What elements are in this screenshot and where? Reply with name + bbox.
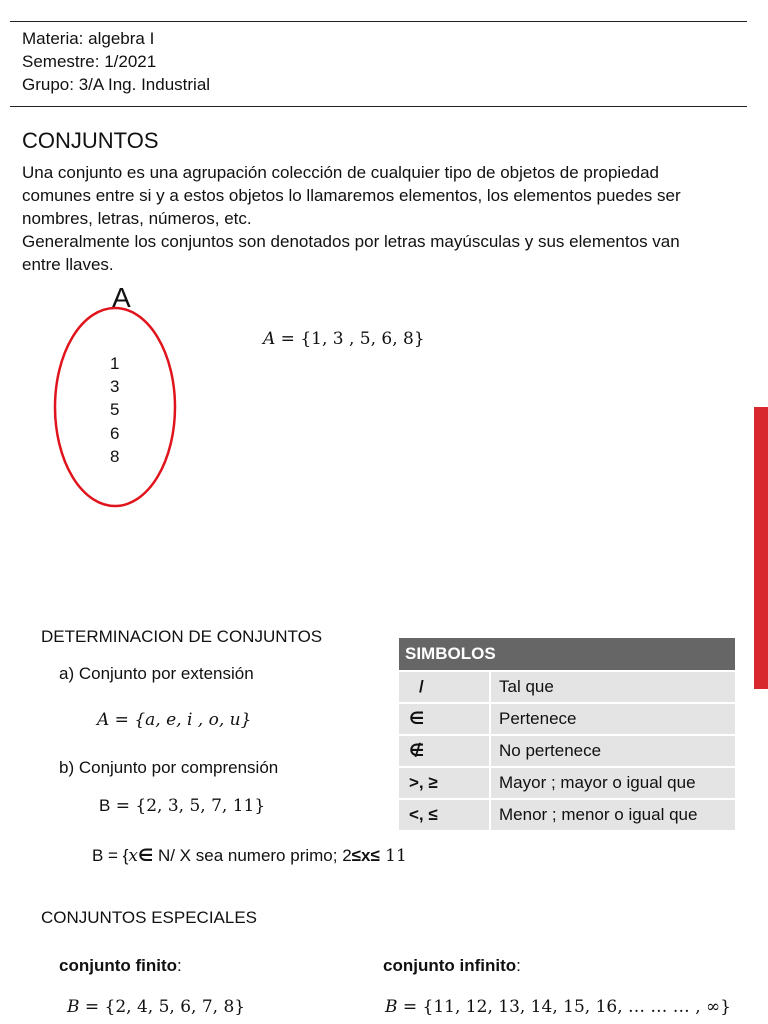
table-row: [399, 798, 735, 830]
venn-element: 1: [110, 354, 120, 373]
meaning-cell: Pertenece: [489, 702, 735, 734]
subject-line: Materia: algebra I: [22, 29, 155, 48]
group-line: Grupo: 3/A Ing. Industrial: [22, 75, 211, 94]
item-extension: a) Conjunto por extensión: [59, 664, 254, 683]
item-comprension: b) Conjunto por comprensión: [59, 758, 279, 777]
set-value: {1, 3 , 5, 6, 8}: [300, 329, 425, 349]
finito-colon: :: [177, 956, 182, 975]
infinito-colon: :: [516, 956, 521, 975]
infinito-heading: [383, 956, 521, 976]
paragraph-notation: Generalmente los conjuntos son denotados por letras mayúsculas y sus elementos van entre llaves.: [22, 232, 680, 274]
top-divider: [10, 21, 747, 22]
infinito-value: = {11, 12, 13, 14, 15, 16, … … … , ∞}: [397, 997, 732, 1017]
venn-element: 8: [110, 447, 120, 466]
table-row: [399, 766, 735, 798]
example-b2-cond: ≤x≤: [351, 846, 380, 865]
example-b2-text: N/ X sea numero primo; 2: [153, 846, 352, 865]
infinito-name: B: [385, 997, 398, 1017]
example-b1-value: = {2, 3, 5, 7, 11}: [110, 796, 266, 816]
infinito-example: [385, 997, 731, 1017]
finito-example: [67, 997, 245, 1017]
set-name: A: [263, 329, 276, 349]
symbol-cell: /: [399, 670, 489, 702]
symbol-cell: >, ≥: [399, 766, 489, 798]
venn-element: 5: [110, 400, 120, 419]
table-row: [399, 734, 735, 766]
example-b2-end: 11: [379, 846, 407, 866]
header-divider: [10, 106, 747, 107]
meaning-cell: Tal que: [489, 670, 735, 702]
example-comprension-1: [99, 796, 265, 816]
infinito-label: conjunto infinito: [383, 956, 517, 975]
example-b2-in: ∈: [137, 846, 154, 865]
example-b2-prefix: B = {: [92, 846, 129, 865]
example-b1-name: B: [99, 796, 111, 815]
symbol-cell: ∈: [399, 702, 489, 734]
table-row: [399, 670, 735, 702]
accent-bar: [754, 407, 768, 689]
set-notation: [263, 329, 425, 349]
table-row: [399, 702, 735, 734]
example-extension: [97, 710, 251, 730]
venn-set-label: A: [112, 282, 131, 313]
meaning-cell: Mayor ; mayor o igual que: [489, 766, 735, 798]
example-b2-x: x: [128, 846, 138, 866]
finito-name: B: [67, 997, 80, 1017]
especiales-title: CONJUNTOS ESPECIALES: [41, 908, 258, 927]
meaning-cell: Menor ; menor o igual que: [489, 798, 735, 830]
symbols-table: [399, 638, 735, 830]
symbol-cell: ∉: [399, 734, 489, 766]
finito-heading: [59, 956, 182, 976]
intro-paragraph: [22, 161, 712, 276]
symbols-table-header: SIMBOLOS: [399, 638, 735, 670]
set-equals: =: [275, 329, 301, 349]
paragraph-definition: Una conjunto es una agrupación colección de cualquier tipo de objetos de propiedad comunes entre si y a estos objetos lo llamaremos elementos, los elementos puedes ser nombres, letras, números, etc.: [22, 163, 681, 228]
finito-value: = {2, 4, 5, 6, 7, 8}: [79, 997, 246, 1017]
example-a-value: = {a, e, i , o, u}: [109, 710, 252, 730]
venn-element: 6: [110, 424, 120, 443]
example-comprension-2: [92, 846, 407, 866]
example-a-name: A: [97, 710, 110, 730]
venn-element: 3: [110, 377, 120, 396]
meaning-cell: No pertenece: [489, 734, 735, 766]
finito-label: conjunto finito: [59, 956, 178, 975]
section-title: CONJUNTOS: [22, 128, 159, 153]
symbol-cell: <, ≤: [399, 798, 489, 830]
determinacion-title: DETERMINACION DE CONJUNTOS: [41, 627, 323, 646]
semester-line: Semestre: 1/2021: [22, 52, 157, 71]
